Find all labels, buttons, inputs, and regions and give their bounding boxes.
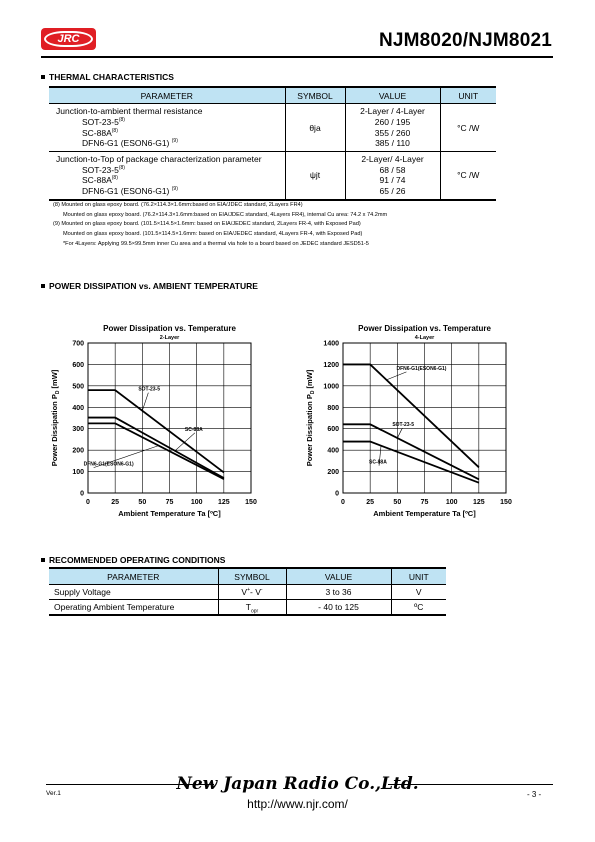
package-name: SOT-23-5$^{(8)}$ <box>82 164 125 175</box>
chart-title: Power Dissipation vs. Temperature <box>103 324 236 333</box>
y-tick-label: 1400 <box>323 340 339 348</box>
series-leader-line <box>397 428 402 438</box>
footnote-ref: (9) <box>171 138 178 145</box>
note-line: *For 4Layers: Applying 99.5×99.5mm inner Cu area and a thermal via hole to a board based on JEDEC standard JESD51-5 <box>63 240 369 247</box>
symbol-cell: θja <box>285 104 345 152</box>
value-line: 91 / 74 <box>379 175 406 186</box>
y-axis-label: Power Dissipation $P_D$ [mW] <box>305 369 316 467</box>
thermal-table <box>49 86 496 201</box>
col-header-symbol: SYMBOL <box>285 87 345 104</box>
x-axis-label: Ambient Temperature Ta [ºC] <box>373 509 476 518</box>
x-tick-label: 75 <box>420 499 429 506</box>
package-name: DFN6-G1 (ESON6-G1) $^{(9)}$ <box>82 185 178 196</box>
series-line <box>88 390 224 472</box>
value-line: 68 / 58 <box>379 164 406 175</box>
series-leader-line <box>142 393 148 411</box>
value-cell: - 40 to 125 <box>286 600 391 615</box>
bullet-icon <box>41 75 45 79</box>
x-tick-label: 50 <box>138 499 147 506</box>
symbol-cell: $T_{opr}$ <box>218 600 286 615</box>
unit-cell: ºC <box>391 600 446 615</box>
y-axis-label: Power Dissipation $P_D$ [mW] <box>50 369 61 467</box>
page-number: - 3 - <box>527 790 542 799</box>
unit-cell: °C /W <box>440 152 496 200</box>
bullet-icon <box>41 284 45 288</box>
footnote-ref: (8) <box>111 127 118 134</box>
y-tick-label: 700 <box>72 340 84 348</box>
unit-cell: V <box>391 585 446 600</box>
footnote-ref: (9) <box>171 186 178 193</box>
value-line: 65 / 26 <box>379 185 406 196</box>
package-name: DFN6-G1 (ESON6-G1) $^{(9)}$ <box>82 138 178 149</box>
value-line: 260 / 195 <box>374 116 411 127</box>
table-row <box>49 600 446 615</box>
x-tick-label: 125 <box>472 499 485 506</box>
chart-title: Power Dissipation vs. Temperature <box>358 324 491 333</box>
col-header-parameter: PARAMETER <box>49 568 218 585</box>
col-header-unit: UNIT <box>391 568 446 585</box>
col-header-unit: UNIT <box>440 87 496 104</box>
series-label: SOT-23-5 <box>138 386 161 393</box>
parameter-title: Junction-to-Top of package characterization parameter <box>56 154 262 165</box>
thermal-heading <box>41 72 174 82</box>
y-tick-label: 800 <box>327 404 339 412</box>
x-tick-label: 100 <box>445 499 458 506</box>
x-tick-label: 125 <box>217 499 230 506</box>
value-cell <box>345 152 440 200</box>
y-tick-label: 200 <box>327 469 339 477</box>
col-header-value: VALUE <box>286 568 391 585</box>
x-tick-label: 50 <box>393 499 402 506</box>
jrc-logo-text: JRC <box>44 31 93 47</box>
series-leader-line <box>386 372 406 380</box>
series-line <box>88 423 224 479</box>
x-tick-label: 0 <box>86 499 90 506</box>
y-tick-label: 1000 <box>323 383 339 391</box>
recommended-heading <box>41 555 225 565</box>
value-cell: 3 to 36 <box>286 585 391 600</box>
x-tick-label: 25 <box>111 499 120 506</box>
series-label: SC-88A <box>369 459 387 466</box>
x-tick-label: 150 <box>500 499 512 506</box>
thermal-header-row <box>49 87 496 104</box>
y-tick-label: 200 <box>72 447 84 455</box>
parameter-cell <box>49 104 285 152</box>
x-tick-label: 25 <box>366 499 375 506</box>
version-label: Ver.1 <box>46 790 61 797</box>
y-tick-label: 0 <box>335 490 339 498</box>
note-line: (9) Mounted on glass epoxy board. (101.5×114.5×1.6mm: based on EIA/JEDEC standard, 2Layers FR-4, with Exposed Pad) <box>53 221 361 228</box>
col-header-value: VALUE <box>345 87 440 104</box>
col-header-symbol: SYMBOL <box>218 568 286 585</box>
y-tick-label: 300 <box>72 426 84 434</box>
value-line: 355 / 260 <box>374 127 411 138</box>
series-line <box>343 364 479 467</box>
y-tick-label: 600 <box>327 426 339 434</box>
series-label: SC-88A <box>184 426 203 433</box>
note-line: (8) Mounted on glass epoxy board. (76.2×114.3×1.6mm:based on EIA/JDEC standard, 2Layers FR4) <box>53 202 303 208</box>
recommended-header-row <box>49 568 446 585</box>
y-tick-label: 100 <box>72 469 84 477</box>
power-heading-text: POWER DISSIPATION vs. AMBIENT TEMPERATURE <box>49 281 258 291</box>
y-tick-label: 600 <box>72 361 84 369</box>
footnote-ref: (8) <box>118 117 125 124</box>
footnote-ref: (8) <box>118 164 125 171</box>
col-header-parameter: PARAMETER <box>49 87 285 104</box>
y-tick-label: 0 <box>80 490 84 498</box>
y-tick-label: 500 <box>72 383 84 391</box>
parameter-title: Junction-to-ambient thermal resistance <box>56 106 203 117</box>
parameter-cell: Operating Ambient Temperature <box>49 600 218 615</box>
thermal-heading-text: THERMAL CHARACTERISTICS <box>49 72 174 82</box>
chart-2layer <box>40 318 270 528</box>
power-heading <box>41 281 258 291</box>
website-link[interactable]: http://www.njr.com/ <box>247 797 348 811</box>
x-tick-label: 150 <box>245 499 257 506</box>
x-tick-label: 75 <box>165 499 174 506</box>
series-line <box>343 424 479 479</box>
parameter-cell <box>49 152 285 200</box>
header-rule <box>41 56 553 58</box>
jrc-logo <box>41 28 96 50</box>
table-row <box>49 585 446 600</box>
note-line: Mounted on glass epoxy board. (76.2×114.3×1.6mm:based on EIA/JDEC standard, 4Layers FR4), internal Cu area: 74.2 x 74.2mm <box>63 211 388 218</box>
symbol-cell: ψjt <box>285 152 345 200</box>
y-tick-label: 400 <box>327 447 339 455</box>
company-logo-text: New Japan Radio Co.,Ltd. <box>176 774 419 794</box>
thermal-notes <box>53 201 387 250</box>
series-label: DFN6-G1(ESON6-G1) <box>83 461 134 468</box>
recommended-table <box>49 567 446 616</box>
chart-4layer <box>295 318 525 528</box>
x-tick-label: 0 <box>341 499 345 506</box>
series-label: DFN6-G1(ESON6-G1) <box>396 365 447 372</box>
note-line: Mounted on glass epoxy board. (101.5×114.5×1.6mm: based on EIA/JEDEC standard, 4Layers FR-4, with Exposed Pad) <box>63 231 363 238</box>
package-name: $SC-88A^{(8)}$ <box>82 175 118 186</box>
value-cell <box>345 104 440 152</box>
unit-cell: °C /W <box>440 104 496 152</box>
y-tick-label: 1200 <box>323 361 339 369</box>
y-tick-label: 400 <box>72 404 84 412</box>
table-row <box>49 152 496 200</box>
document-title: NJM8020/NJM8021 <box>378 30 552 51</box>
package-name: SOT-23-5$^{(8)}$ <box>82 116 125 127</box>
parameter-cell: Supply Voltage <box>49 585 218 600</box>
package-name: $SC-88A^{(8)}$ <box>82 127 118 138</box>
chart-subtitle: 4-Layer <box>414 335 435 341</box>
bullet-icon <box>41 558 45 562</box>
series-label: SOT-23-5 <box>392 422 415 429</box>
x-tick-label: 100 <box>190 499 203 506</box>
table-row <box>49 104 496 152</box>
footnote-ref: (8) <box>111 175 118 182</box>
chart-subtitle: 2-Layer <box>159 335 180 341</box>
value-header: 2-Layer / 4-Layer <box>360 106 425 117</box>
x-axis-label: Ambient Temperature Ta [ºC] <box>118 509 221 518</box>
value-line: 385 / 110 <box>375 138 410 149</box>
symbol-cell: V+- V- <box>218 585 286 600</box>
recommended-heading-text: RECOMMENDED OPERATING CONDITIONS <box>49 555 226 565</box>
value-header: 2-Layer/ 4-Layer <box>361 154 424 165</box>
